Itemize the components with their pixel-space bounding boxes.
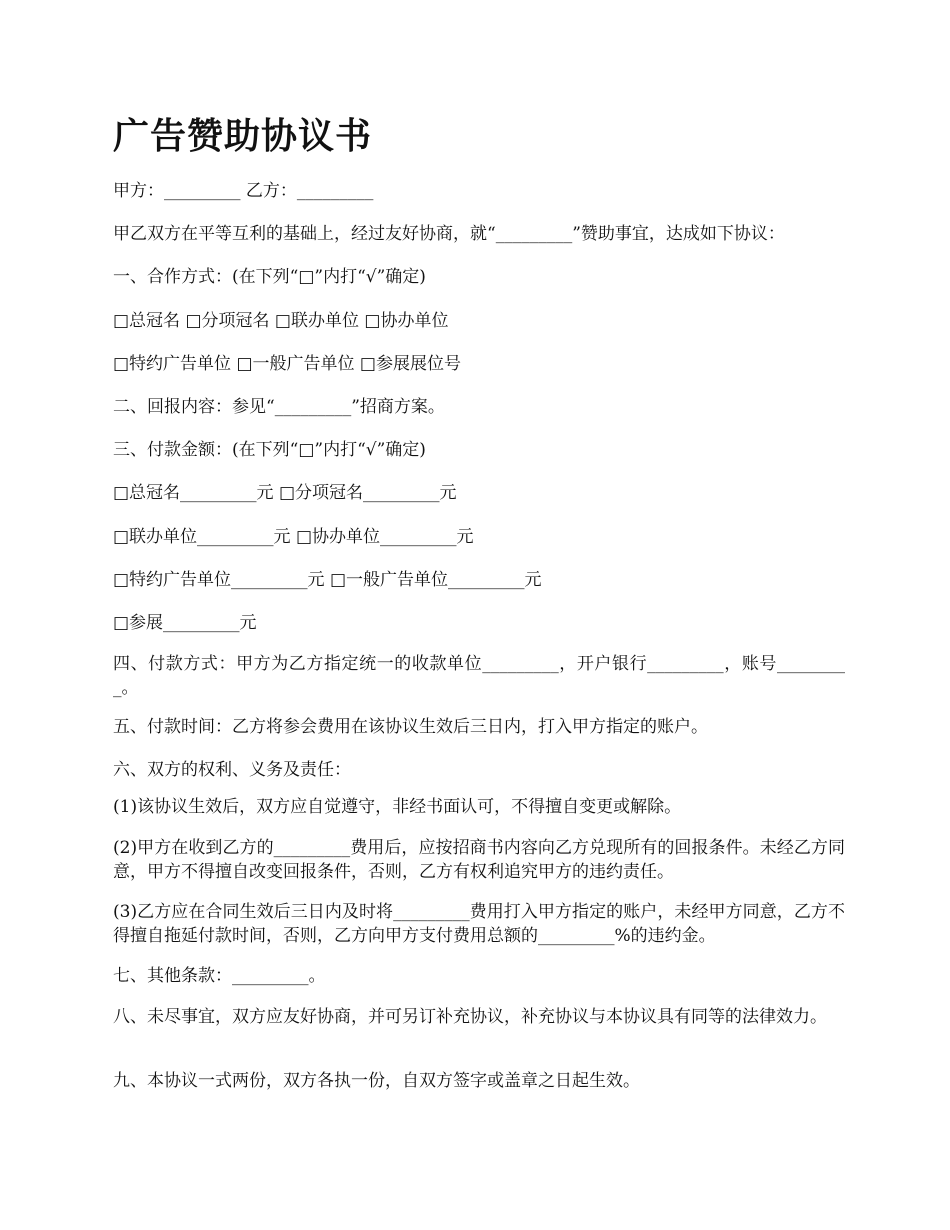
- amount-row-3: □特约广告单位_________元 □一般广告单位_________元: [113, 570, 542, 590]
- section-2-return-content: 二、回报内容：参见“_________”招商方案。: [113, 397, 445, 417]
- preamble: 甲乙双方在平等互利的基础上，经过友好协商，就“_________”赞助事宜，达成如下协议：: [113, 224, 785, 244]
- section-9-effectiveness: 九、本协议一式两份，双方各执一份，自双方签字或盖章之日起生效。: [113, 1071, 640, 1091]
- clause-6-2: (2)甲方在收到乙方的_________费用后，应按招商书内容向乙方兑现所有的回报条件。未经乙方同意，甲方不得擅自改变回报条件，否则，乙方有权利追究甲方的违约责任。: [113, 838, 845, 882]
- section-5-payment-time: 五、付款时间：乙方将参会费用在该协议生效后三日内，打入甲方指定的账户。: [113, 717, 708, 737]
- amount-row-4: □参展_________元: [113, 613, 257, 633]
- amount-row-2: □联办单位_________元 □协办单位_________元: [113, 527, 474, 547]
- clause-6-1: (1)该协议生效后，双方应自觉遵守，非经书面认可，不得擅自变更或解除。: [113, 797, 682, 817]
- parties-line: 甲方：_________ 乙方：_________: [113, 181, 374, 201]
- section-8-supplement: 八、未尽事宜，双方应友好协商，并可另订补充协议，补充协议与本协议具有同等的法律效力。: [113, 1007, 827, 1027]
- cooperation-options-row-2: □特约广告单位 □一般广告单位 □参展展位号: [113, 354, 461, 374]
- section-1-heading: 一、合作方式：(在下列“□”内打“√”确定): [113, 267, 426, 287]
- section-6-heading: 六、双方的权利、义务及责任：: [113, 760, 351, 780]
- cooperation-options-row-1: □总冠名 □分项冠名 □联办单位 □协办单位: [113, 311, 449, 331]
- amount-row-1: □总冠名_________元 □分项冠名_________元: [113, 483, 457, 503]
- clause-6-3: (3)乙方应在合同生效后三日内及时将_________费用打入甲方指定的账户，未经甲方同意，乙方不得擅自拖延付款时间，否则，乙方向甲方支付费用总额的_________%的违约金。: [113, 902, 845, 946]
- document-title: 广告赞助协议书: [113, 115, 373, 157]
- section-3-heading: 三、付款金额：(在下列“□”内打“√”确定): [113, 440, 426, 460]
- section-7-other-terms: 七、其他条款：_________。: [113, 966, 326, 986]
- section-4-payment-method: 四、付款方式：甲方为乙方指定统一的收款单位_________，开户银行_________，账号_________。: [113, 654, 845, 698]
